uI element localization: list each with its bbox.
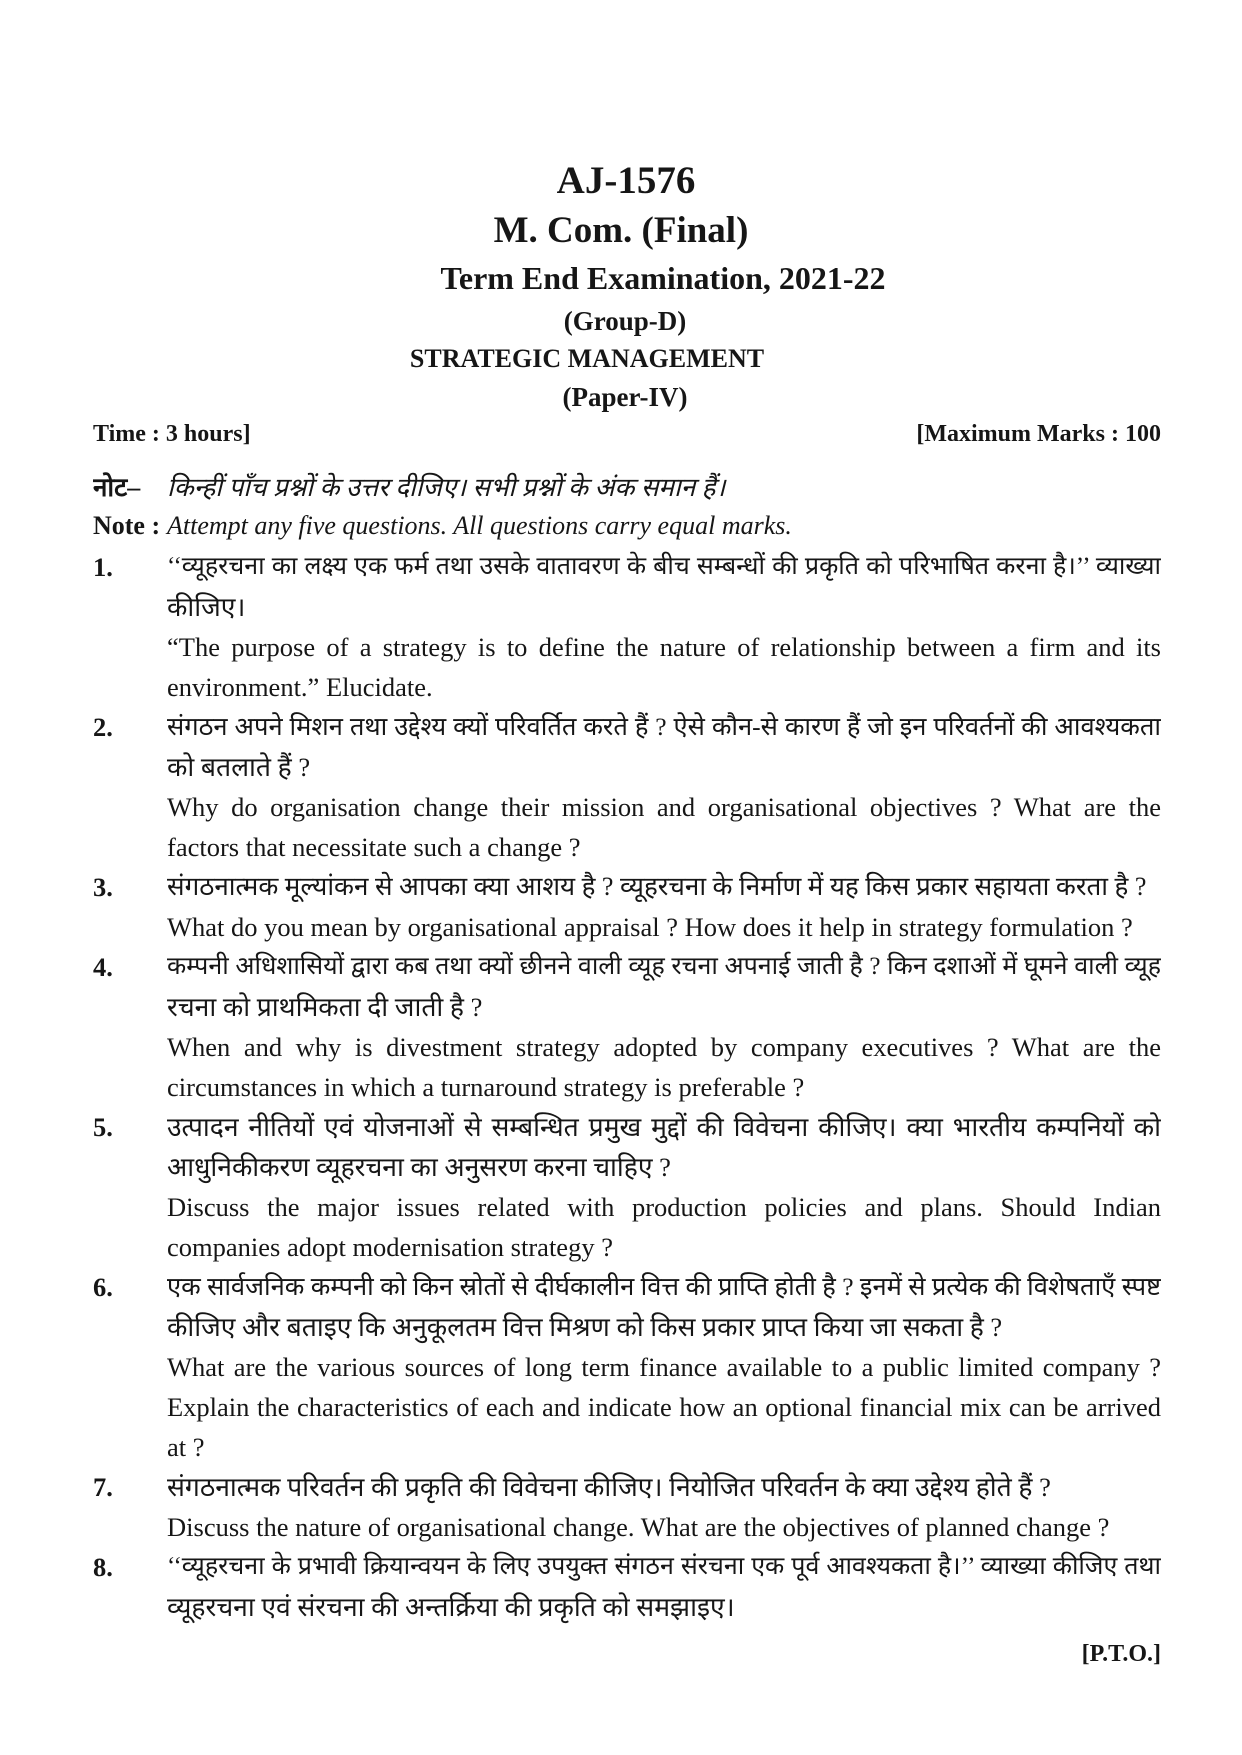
question-2-english-line-1: Why do organisation change their mission and organisational objectives ? What are the <box>167 792 1161 822</box>
question-body <box>167 1107 1161 1267</box>
question-number: 2. <box>93 712 113 742</box>
question-7-english-line-1: Discuss the nature of organisational change. What are the objectives of planned change ? <box>167 1512 1110 1542</box>
exam-title: Term End Examination, 2021-22 <box>440 260 886 296</box>
question-number: 3. <box>93 872 113 902</box>
question-1-hindi-line-2: कीजिए। <box>167 592 246 622</box>
question-number: 4. <box>93 952 113 982</box>
question-4-hindi-line-2: रचना को प्राथमिकता दी जाती है ? <box>167 992 483 1022</box>
group-label: (Group-D) <box>563 306 687 336</box>
instruction-label-hindi: नोट– <box>93 473 141 502</box>
question-2-hindi-line-1: संगठन अपने मिशन तथा उद्देश्य क्यों परिवर्तित करते हैं ? ऐसे कौन-से कारण हैं जो इन परिवर्तनों की आवश्यकता <box>167 712 1161 741</box>
question-2 <box>93 707 1161 867</box>
question-8 <box>93 1547 1161 1627</box>
question-8-hindi-line-2: व्यूहरचना एवं संरचना की अन्तर्क्रिया की प्रकृति को समझाइए। <box>167 1592 735 1622</box>
question-6 <box>93 1267 1161 1467</box>
instruction-label-english: Note : <box>93 511 161 540</box>
question-4-english-line-2: circumstances in which a turnaround strategy is preferable ? <box>167 1072 805 1102</box>
question-number: 6. <box>93 1272 113 1302</box>
instruction-english <box>93 506 1161 546</box>
question-5-hindi-line-2: आधुनिकीकरण व्यूहरचना का अनुसरण करना चाहिए ? <box>167 1152 671 1182</box>
question-7 <box>93 1467 1161 1547</box>
question-6-english-line-1: What are the various sources of long term finance available to a public limited company ? <box>167 1352 1161 1382</box>
maximum-marks: [Maximum Marks : 100 <box>916 421 1161 447</box>
question-7-hindi-line-1: संगठनात्मक परिवर्तन की प्रकृति की विवेचना कीजिए। नियोजित परिवर्तन के क्या उद्देश्य होते हैं ? <box>167 1472 1051 1502</box>
question-6-english-line-2: Explain the characteristics of each and indicate how an optional financial mix can be arrived <box>167 1392 1161 1422</box>
question-4 <box>93 947 1161 1107</box>
question-number: 7. <box>93 1472 113 1502</box>
question-body <box>167 547 1161 707</box>
question-1-english-line-1: “The purpose of a strategy is to define the nature of relationship between a firm and its <box>167 632 1161 662</box>
question-2-hindi-line-2: को बतलाते हैं ? <box>167 752 311 782</box>
question-8-hindi-line-1: ‘‘व्यूहरचना के प्रभावी क्रियान्वयन के लिए उपयुक्त संगठन संरचना एक पूर्व आवश्यकता है।’’ व्याख्या कीजिए तथा <box>167 1553 1161 1580</box>
question-body <box>167 707 1161 867</box>
please-turn-over-label: [P.T.O.] <box>1081 1641 1161 1667</box>
time-marks-row <box>93 416 1161 452</box>
course-title: M. Com. (Final) <box>493 210 749 251</box>
question-body <box>167 1547 1161 1627</box>
question-1 <box>93 547 1161 707</box>
time-allowed: Time : 3 hours] <box>93 421 251 447</box>
question-4-english-line-1: When and why is divestment strategy adopted by company executives ? What are the <box>167 1032 1161 1062</box>
instruction-text-hindi: किन्हीं पाँच प्रश्नों के उत्तर दीजिए। सभी प्रश्नों के अंक समान हैं। <box>167 473 726 502</box>
question-6-hindi-line-1: एक सार्वजनिक कम्पनी को किन स्रोतों से दीर्घकालीन वित्त की प्राप्ति होती है ? इनमें से प्रत्येक की विशेषताएँ स्पष्ट <box>167 1272 1161 1301</box>
question-3-hindi-line-1: संगठनात्मक मूल्यांकन से आपका क्या आशय है ? व्यूहरचना के निर्माण में यह किस प्रकार सहायता करता है ? <box>167 872 1147 901</box>
question-body <box>167 1267 1161 1467</box>
question-1-english-line-2: environment.” Elucidate. <box>167 672 433 702</box>
paper-number: (Paper-IV) <box>562 382 688 412</box>
subject-title: STRATEGIC MANAGEMENT <box>409 344 765 373</box>
question-6-hindi-line-2: कीजिए और बताइए कि अनुकूलतम वित्त मिश्रण को किस प्रकार प्राप्त किया जा सकता है ? <box>167 1312 1003 1342</box>
question-number: 8. <box>93 1552 113 1582</box>
question-6-english-line-3: at ? <box>167 1432 205 1462</box>
question-5-hindi-line-1: उत्पादन नीतियों एवं योजनाओं से सम्बन्धित प्रमुख मुद्दों की विवेचना कीजिए। क्या भारतीय कम्पनियों को <box>167 1112 1161 1142</box>
question-list <box>93 547 1161 1627</box>
question-number: 5. <box>93 1112 113 1142</box>
question-body <box>167 1467 1161 1547</box>
question-3 <box>93 867 1161 947</box>
question-4-hindi-line-1: कम्पनी अधिशासियों द्वारा कब तथा क्यों छीनने वाली व्यूह रचना अपनाई जाती है ? किन दशाओं में घूमने वाली व्यूह <box>167 953 1161 980</box>
question-5 <box>93 1107 1161 1267</box>
instruction-text-english: Attempt any five questions. All questions carry equal marks. <box>167 511 792 540</box>
question-2-english-line-2: factors that necessitate such a change ? <box>167 832 581 862</box>
paper-code: AJ-1576 <box>556 159 696 202</box>
question-body <box>167 947 1161 1107</box>
question-body <box>167 867 1161 947</box>
question-number: 1. <box>93 552 113 582</box>
question-5-english-line-2: companies adopt modernisation strategy ? <box>167 1232 613 1262</box>
instruction-hindi <box>93 468 1161 508</box>
question-5-english-line-1: Discuss the major issues related with production policies and plans. Should Indian <box>167 1192 1161 1222</box>
question-3-english-line-1: What do you mean by organisational appraisal ? How does it help in strategy formulation ? <box>167 912 1133 942</box>
question-1-hindi-line-1: ‘‘व्यूहरचना का लक्ष्य एक फर्म तथा उसके वातावरण के बीच सम्बन्धों की प्रकृति को परिभाषित करना है।’’ व्याख्या <box>167 553 1161 580</box>
